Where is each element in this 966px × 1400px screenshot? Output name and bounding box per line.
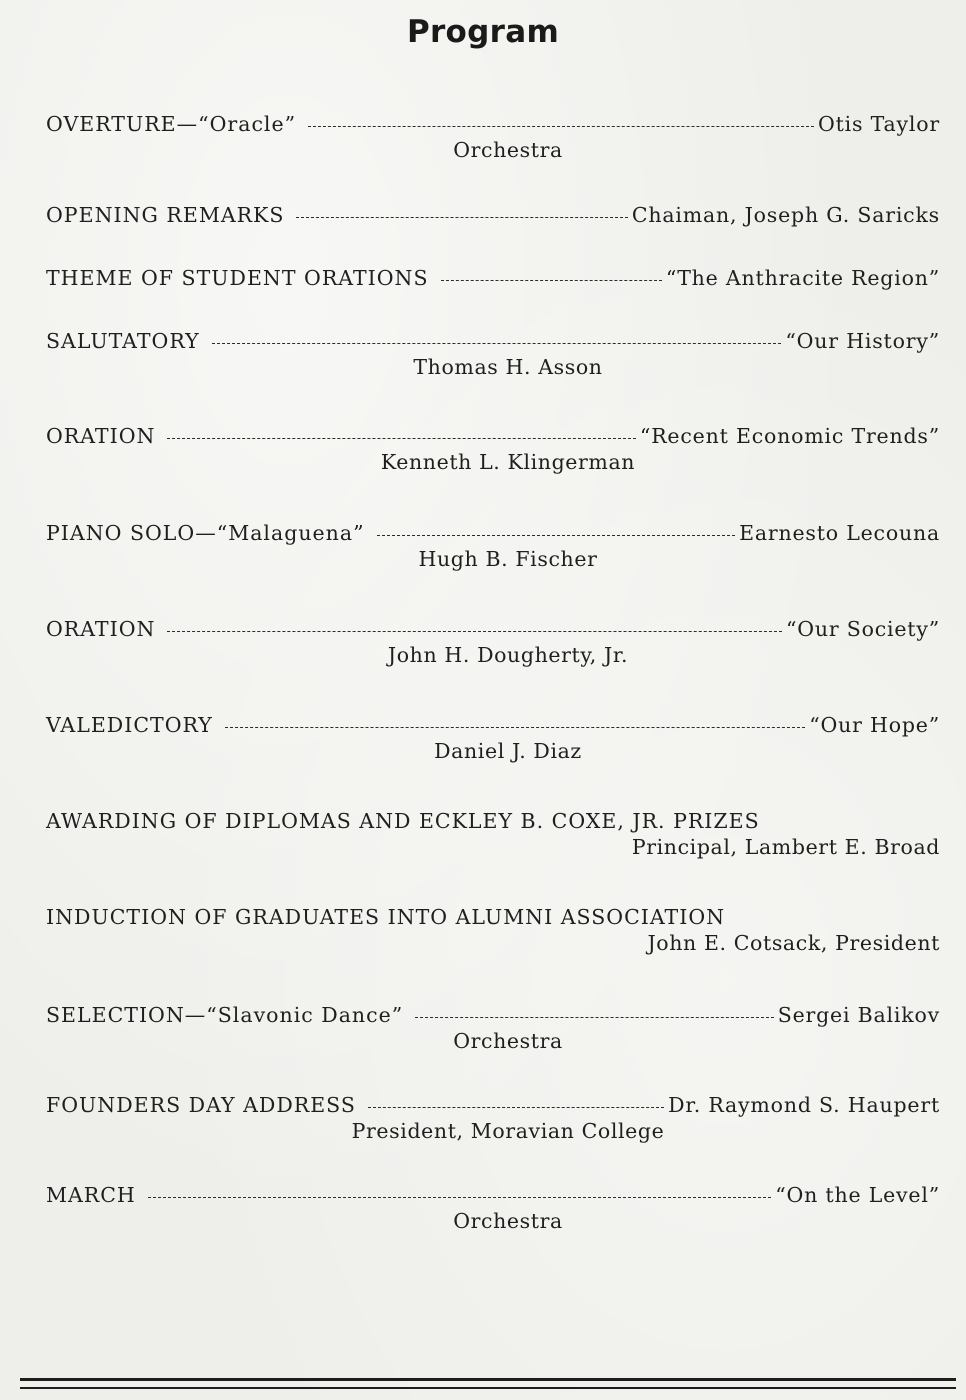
program-entry-theme (46, 266, 940, 290)
program-entry-valedictory (46, 713, 940, 763)
program-entry-overture (46, 112, 940, 162)
program-entry-founders-day (46, 1093, 940, 1143)
dotted-leader (167, 631, 781, 632)
entry-performer: Dr. Raymond S. Haupert (668, 1093, 940, 1117)
bottom-rule-thin (20, 1387, 956, 1389)
entry-title: OPENING REMARKS (46, 203, 285, 227)
entry-subtitle: John H. Dougherty, Jr. (387, 643, 629, 667)
entry-title: THEME OF STUDENT ORATIONS (46, 266, 429, 290)
entry-title: SELECTION—“Slavonic Dance” (46, 1003, 404, 1027)
entry-title: SALUTATORY (46, 329, 200, 353)
entry-title: AWARDING OF DIPLOMAS AND ECKLEY B. COXE, JR. PRIZES (46, 809, 760, 833)
dotted-leader (377, 535, 736, 536)
entry-subtitle: Daniel J. Diaz (434, 739, 582, 763)
entry-performer: Earnesto Lecouna (739, 521, 940, 545)
entry-subtitle: Orchestra (453, 1029, 563, 1053)
entry-subtitle: Orchestra (453, 1209, 563, 1233)
entry-title: PIANO SOLO—“Malaguena” (46, 521, 365, 545)
entry-subtitle: Hugh B. Fischer (418, 547, 598, 571)
entry-subtitle: Thomas H. Asson (413, 355, 603, 379)
entry-title: ORATION (46, 617, 156, 641)
entry-performer: Sergei Balikov (777, 1003, 940, 1027)
entry-performer: “On the Level” (775, 1183, 940, 1207)
entry-performer: “Our Society” (785, 617, 940, 641)
page-title: Program (406, 14, 560, 50)
dotted-leader (225, 727, 805, 728)
program-entry-salutatory (46, 329, 940, 379)
entry-title: VALEDICTORY (46, 713, 213, 737)
dotted-leader (167, 438, 635, 439)
dotted-leader (308, 126, 814, 127)
entry-title: ORATION (46, 424, 156, 448)
entry-title: OVERTURE—“Oracle” (46, 112, 297, 136)
program-entry-opening-remarks (46, 203, 940, 227)
entry-subtitle: Orchestra (453, 138, 563, 162)
dotted-leader (441, 280, 662, 281)
entry-subtitle: President, Moravian College (351, 1119, 665, 1143)
program-entry-oration-2 (46, 617, 940, 667)
dotted-leader (212, 343, 782, 344)
dotted-leader (415, 1017, 774, 1018)
entry-subtitle: Principal, Lambert E. Broad (631, 835, 940, 859)
entry-performer: Chaiman, Joseph G. Saricks (631, 203, 940, 227)
entry-performer: “Recent Economic Trends” (639, 424, 940, 448)
program-entry-induction (46, 905, 940, 955)
dotted-leader (148, 1197, 771, 1198)
entry-performer: Otis Taylor (817, 112, 940, 136)
entry-title: FOUNDERS DAY ADDRESS (46, 1093, 356, 1117)
program-entry-oration-1 (46, 424, 940, 474)
program-entry-selection (46, 1003, 940, 1053)
dotted-leader (296, 217, 627, 218)
entry-performer: “Our Hope” (809, 713, 940, 737)
dotted-leader (368, 1107, 664, 1108)
program-entry-piano-solo (46, 521, 940, 571)
program-entry-awarding (46, 809, 940, 859)
bottom-rule-thick (20, 1378, 956, 1381)
entry-subtitle: Kenneth L. Klingerman (380, 450, 636, 474)
entry-performer: “Our History” (785, 329, 940, 353)
entry-performer: “The Anthracite Region” (665, 266, 940, 290)
program-entry-march (46, 1183, 940, 1233)
entry-title: MARCH (46, 1183, 136, 1207)
entry-title: INDUCTION OF GRADUATES INTO ALUMNI ASSOCIATION (46, 905, 726, 929)
entry-subtitle: John E. Cotsack, President (647, 931, 940, 955)
